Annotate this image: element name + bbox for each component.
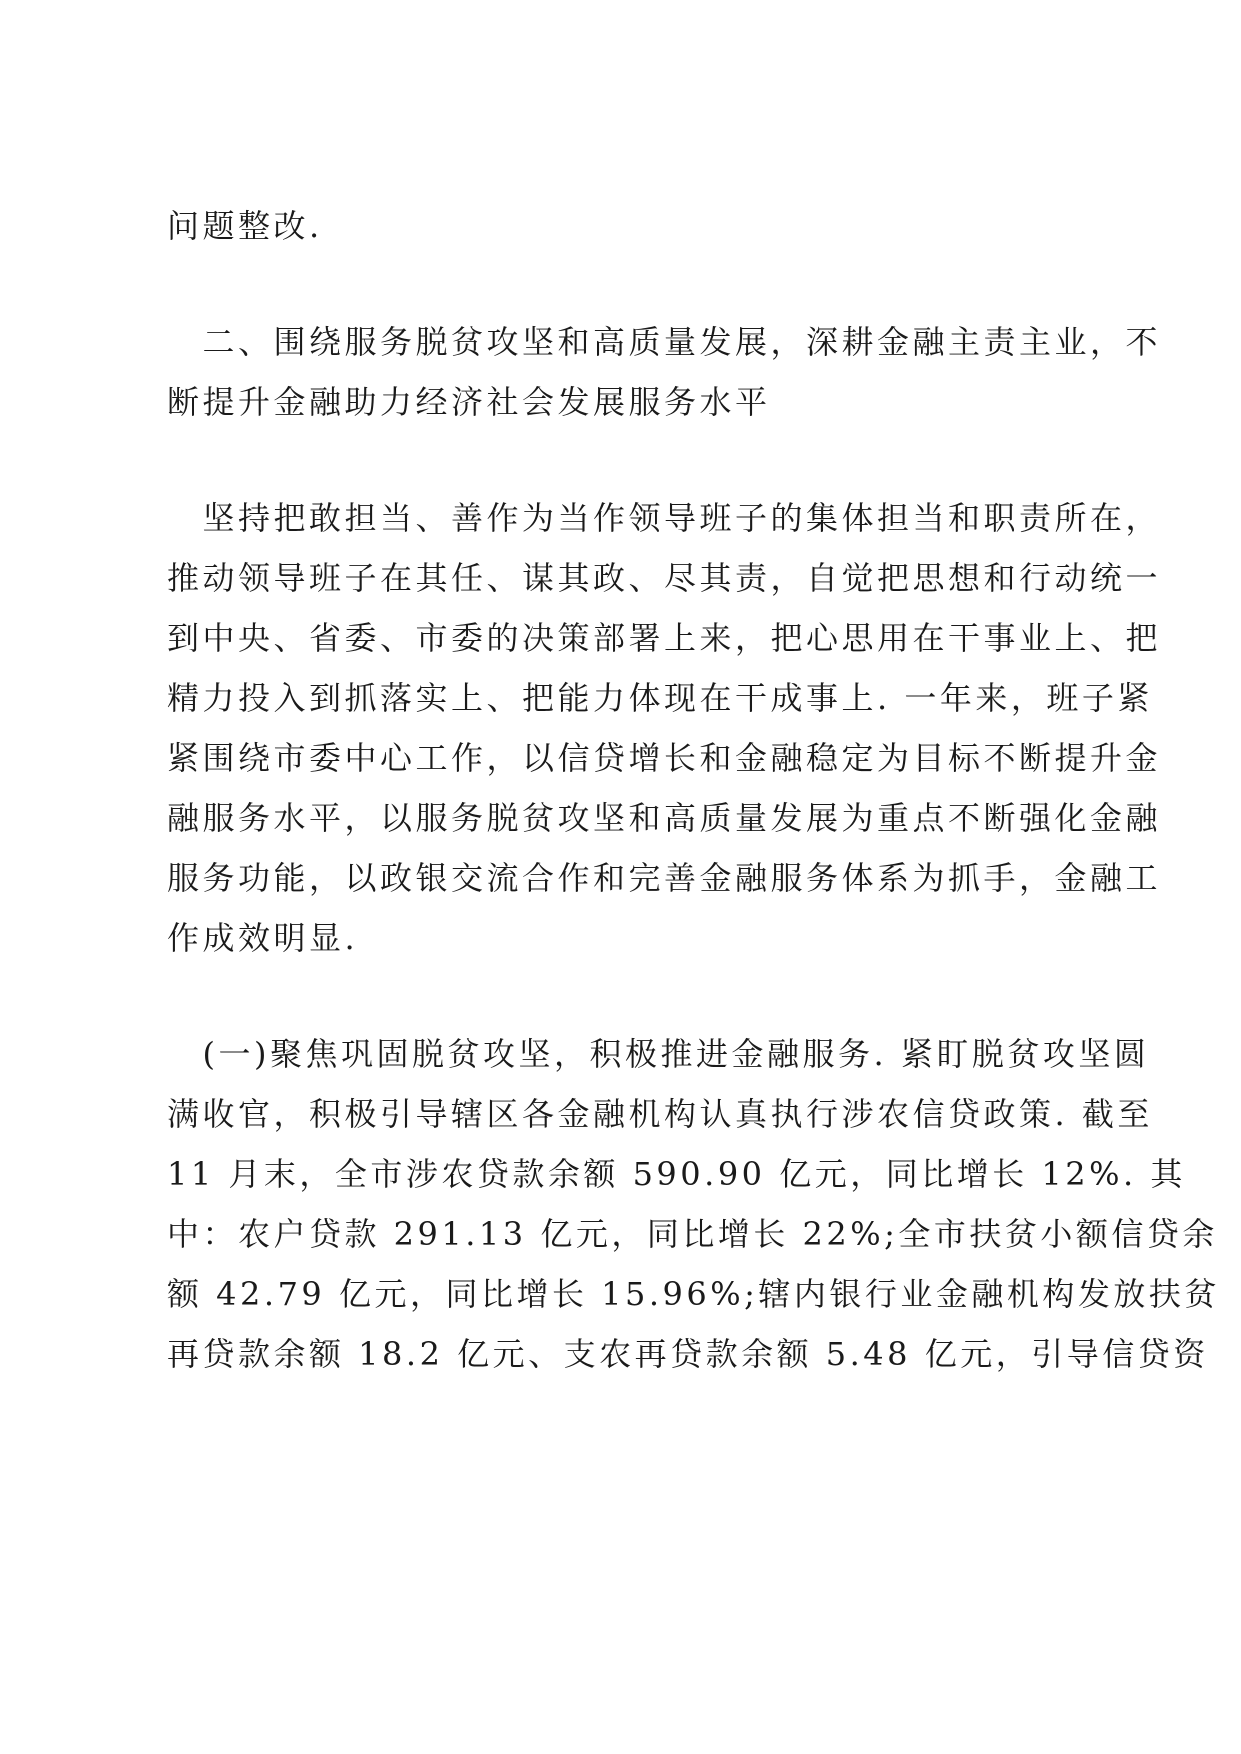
paragraph-1-line-3: 到中央、省委、市委的决策部署上来，把心思用在干事业上、把 xyxy=(167,619,1162,657)
paragraph-2-line-1: (一)聚焦巩固脱贫攻坚，积极推进金融服务. 紧盯脱贫攻坚圆 xyxy=(167,1035,1150,1073)
paragraph-1-line-7: 服务功能，以政银交流合作和完善金融服务体系为抓手，金融工 xyxy=(167,859,1162,897)
paragraph-2-line-5: 额 42.79 亿元，同比增长 15.96%;辖内银行业金融机构发放扶贫 xyxy=(167,1275,1220,1313)
paragraph-1-line-6: 融服务水平，以服务脱贫攻坚和高质量发展为重点不断强化金融 xyxy=(167,799,1162,837)
paragraph-1-line-8: 作成效明显. xyxy=(167,919,359,957)
paragraph-1-line-4: 精力投入到抓落实上、把能力体现在干成事上. 一年来，班子紧 xyxy=(167,679,1153,717)
paragraph-1-line-1: 坚持把敢担当、善作为当作领导班子的集体担当和职责所在， xyxy=(167,499,1162,537)
paragraph-1-line-2: 推动领导班子在其任、谋其政、尽其责，自觉把思想和行动统一 xyxy=(167,559,1162,597)
paragraph-2-line-3: 11 月末，全市涉农贷款余额 590.90 亿元，同比增长 12%. 其 xyxy=(167,1155,1186,1193)
paragraph-2-line-6: 再贷款余额 18.2 亿元、支农再贷款余额 5.48 亿元，引导信贷资 xyxy=(167,1335,1209,1373)
heading-line-2: 断提升金融助力经济社会发展服务水平 xyxy=(167,383,771,421)
paragraph-2-line-4: 中：农户贷款 291.13 亿元，同比增长 22%;全市扶贫小额信贷余 xyxy=(167,1215,1218,1253)
paragraph-2-line-2: 满收官，积极引导辖区各金融机构认真执行涉农信贷政策. 截至 xyxy=(167,1095,1153,1133)
paragraph-1-line-5: 紧围绕市委中心工作，以信贷增长和金融稳定为目标不断提升金 xyxy=(167,739,1162,777)
heading-line-1: 二、围绕服务脱贫攻坚和高质量发展，深耕金融主责主业，不 xyxy=(167,323,1162,361)
text-line-1: 问题整改. xyxy=(167,207,323,245)
